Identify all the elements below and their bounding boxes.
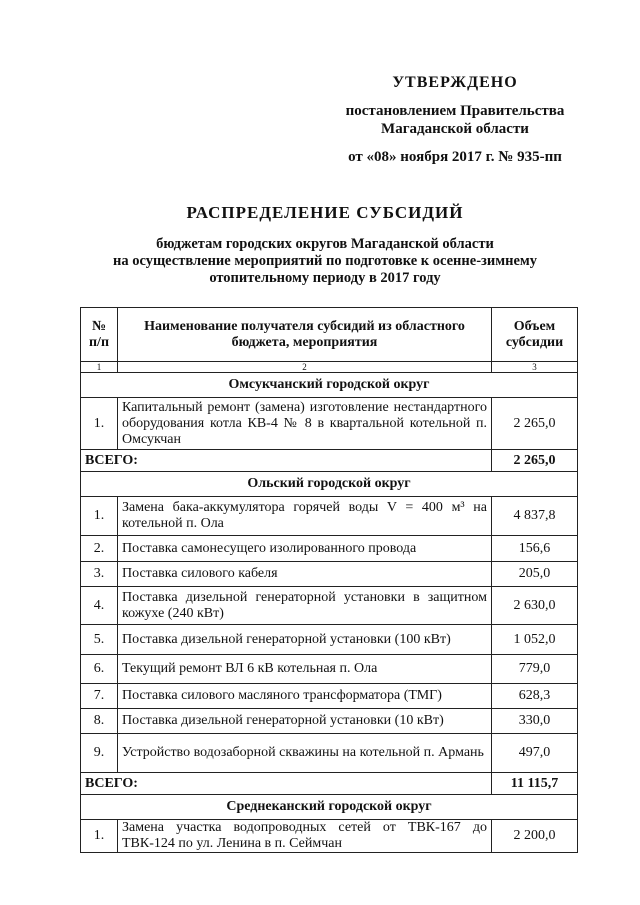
approval-line-2: Магаданской области: [381, 121, 529, 137]
table-row: [81, 536, 578, 562]
row-number: 3.: [81, 562, 118, 587]
row-amount: 628,3: [492, 684, 578, 709]
header-num: № п/п: [81, 308, 118, 362]
section-header-row: [81, 795, 578, 820]
index-cell-3: 3: [492, 362, 578, 373]
row-number: 8.: [81, 709, 118, 734]
approval-line-1: постановлением Правительства: [345, 103, 565, 119]
document-title: РАСПРЕДЕЛЕНИЕ СУБСИДИЙ: [186, 203, 464, 222]
table-row: [81, 655, 578, 684]
approval-date: от «08» ноября 2017 г. № 935-пп: [348, 149, 562, 165]
row-number: 1.: [81, 820, 118, 853]
header-name: Наименование получателя субсидий из областного бюджета, мероприятия: [118, 308, 492, 362]
table-row: [81, 734, 578, 773]
row-number: 1.: [81, 497, 118, 536]
subsidy-table: [80, 307, 578, 853]
index-cell-1: 1: [81, 362, 118, 373]
row-amount: 330,0: [492, 709, 578, 734]
total-amount: 2 265,0: [492, 450, 578, 472]
table-row: [81, 820, 578, 853]
table-row: [81, 625, 578, 655]
table-row: [81, 497, 578, 536]
document-subtitle-1: бюджетам городских округов Магаданской области: [156, 236, 494, 252]
section-title: Среднеканский городской округ: [81, 795, 578, 820]
table-row: [81, 398, 578, 450]
total-row: [81, 773, 578, 795]
approval-title: УТВЕРЖДЕНО: [392, 74, 518, 91]
row-amount: 205,0: [492, 562, 578, 587]
row-name: Поставка дизельной генераторной установки в защитном кожухе (240 кВт): [118, 587, 492, 625]
document-subtitle-3: отопительному периоду в 2017 году: [209, 270, 441, 286]
table-row: [81, 684, 578, 709]
total-label: ВСЕГО:: [81, 450, 492, 472]
table-header-row: [81, 308, 578, 362]
row-number: 6.: [81, 655, 118, 684]
approval-block: [320, 74, 590, 166]
table-row: [81, 709, 578, 734]
row-amount: 156,6: [492, 536, 578, 562]
row-name: Устройство водозаборной скважины на котельной п. Армань: [118, 734, 492, 773]
section-header-row: [81, 373, 578, 398]
row-amount: 2 630,0: [492, 587, 578, 625]
row-amount: 4 837,8: [492, 497, 578, 536]
index-cell-2: 2: [118, 362, 492, 373]
total-label: ВСЕГО:: [81, 773, 492, 795]
row-amount: 2 200,0: [492, 820, 578, 853]
row-amount: 497,0: [492, 734, 578, 773]
row-number: 9.: [81, 734, 118, 773]
table-index-row: [81, 362, 578, 373]
row-name: Поставка силового кабеля: [118, 562, 492, 587]
document-title-block: [60, 203, 590, 287]
total-amount: 11 115,7: [492, 773, 578, 795]
table-row: [81, 562, 578, 587]
row-number: 1.: [81, 398, 118, 450]
row-name: Поставка самонесущего изолированного провода: [118, 536, 492, 562]
row-name: Поставка дизельной генераторной установки (10 кВт): [118, 709, 492, 734]
table-row: [81, 587, 578, 625]
row-number: 2.: [81, 536, 118, 562]
row-amount: 1 052,0: [492, 625, 578, 655]
section-title: Омсукчанский городской округ: [81, 373, 578, 398]
row-number: 4.: [81, 587, 118, 625]
row-name: Поставка силового масляного трансформатора (ТМГ): [118, 684, 492, 709]
row-name: Поставка дизельной генераторной установки (100 кВт): [118, 625, 492, 655]
row-name: Текущий ремонт ВЛ 6 кВ котельная п. Ола: [118, 655, 492, 684]
row-name: Замена бака-аккумулятора горячей воды V = 400 м³ на котельной п. Ола: [118, 497, 492, 536]
row-name: Капитальный ремонт (замена) изготовление нестандартного оборудования котла КВ-4 № 8 в квартальной котельной п. Омсукчан: [118, 398, 492, 450]
document-subtitle-2: на осуществление мероприятий по подготовке к осенне-зимнему: [112, 253, 538, 269]
row-amount: 2 265,0: [492, 398, 578, 450]
row-number: 5.: [81, 625, 118, 655]
header-amount: Объем субсидии: [492, 308, 578, 362]
row-number: 7.: [81, 684, 118, 709]
section-header-row: [81, 472, 578, 497]
total-row: [81, 450, 578, 472]
section-title: Ольский городской округ: [81, 472, 578, 497]
row-amount: 779,0: [492, 655, 578, 684]
row-name: Замена участка водопроводных сетей от ТВК-167 до ТВК-124 по ул. Ленина в п. Сеймчан: [118, 820, 492, 853]
